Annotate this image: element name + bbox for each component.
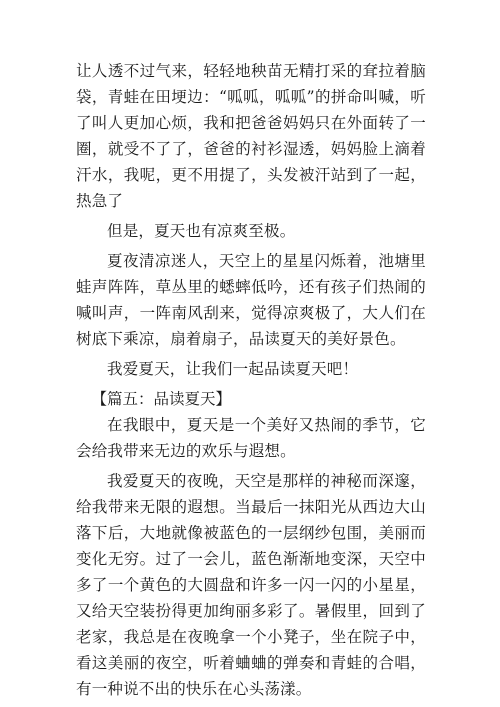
paragraph-love-summer: 我爱夏天，让我们一起品读夏天吧！ [107, 360, 359, 378]
paragraph-continuation: 让人透不过气来，轻轻地秧苗无精打采的耷拉着脑袋，青蛙在田埂边：“呱呱，呱呱”的拼命叫喊，听了叫人更加心烦，我和把爸爸妈妈只在外面转了一圈，就受不了了，爸爸的衬衫湿透，妈妈脸上滴着汗水，我呢，更不用提了，头发被汗站到了一起，热急了 [76, 62, 426, 210]
section-paragraph-intro: 在我眼中，夏天是一个美好又热闹的季节，它会给我带来无边的欢乐与遐想。 [76, 416, 426, 460]
section-paragraph-night: 我爱夏天的夜晚，天空是那样的神秘而深邃，给我带来无限的遐想。当最后一抹阳光从西边大山落下后，大地就像被蓝色的一层纲纱包围，美丽而变化无穷。过了一会儿，蓝色渐渐地变深，天空中多了一个黄色的大圆盘和许多一闪一闪的小星星，又给天空装扮得更加绚丽多彩了。暑假里，回到了老家，我总是在夜晚拿一个小凳子，坐在院子中，看这美丽的夜空，听着蛐蛐的弹奏和青蛙的合唱，有一种说不出的快乐在心头荡漾。 [76, 472, 426, 698]
paragraph-summer-night: 夏夜清凉迷人，天空上的星星闪烁着，池塘里蛙声阵阵，草丛里的蟋蟀低吟，还有孩子们热闹的喊叫声，一阵南风刮来，觉得凉爽极了，大人们在树底下乘凉，扇着扇子，品读夏天的美好景色。 [76, 252, 426, 348]
document-page [76, 58, 426, 702]
section-heading: 【篇五：品读夏天】 [91, 390, 232, 408]
paragraph-however: 但是，夏天也有凉爽至极。 [107, 222, 296, 240]
